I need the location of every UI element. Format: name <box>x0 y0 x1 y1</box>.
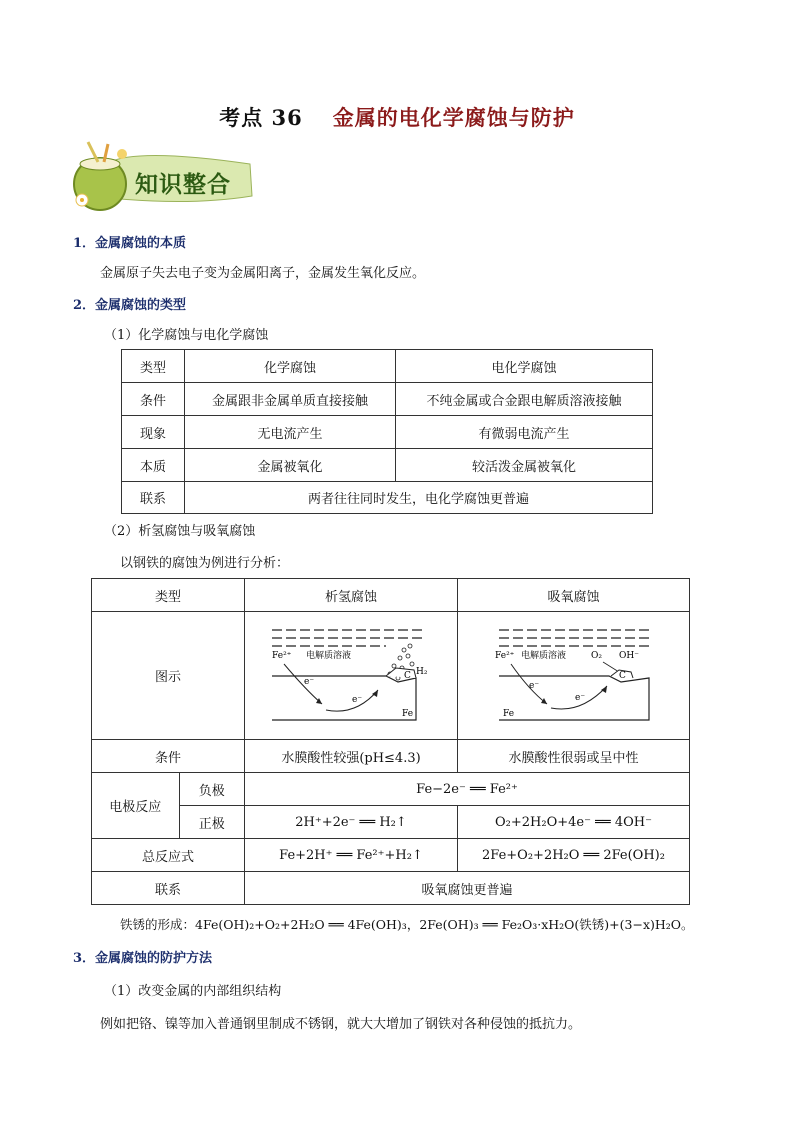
table-row: 本质 金属被氧化 较活泼金属被氧化 <box>122 449 653 482</box>
table-row: 图示 Fe²⁺ 电解质溶液 H₂ C e⁻ e⁻ Fe Fe²⁺ 电解质溶液 O₂ OH⁻ C e⁻ e⁻ Fe <box>92 612 690 740</box>
section1-heading: 1．金属腐蚀的本质 <box>73 236 187 251</box>
section3-sub1: （1）改变金属的内部组织结构 <box>104 984 282 999</box>
table-row: 正极 2H⁺+2e⁻ ══ H₂↑ O₂+2H₂O+4e⁻ ══ 4OH⁻ <box>92 806 690 839</box>
oxygen-corrosion-figure <box>458 612 690 740</box>
table-row: 电极反应 负极 Fe−2e⁻ ══ Fe²⁺ <box>92 773 690 806</box>
svg-text:C: C <box>618 670 626 681</box>
section3-heading: 3．金属腐蚀的防护方法 <box>73 951 213 966</box>
svg-text:C: C <box>404 670 411 681</box>
table-row: 类型 化学腐蚀 电化学腐蚀 <box>122 350 653 383</box>
table-row: 类型 析氢腐蚀 吸氧腐蚀 <box>92 579 690 612</box>
table-chem-vs-electro <box>121 349 653 514</box>
svg-text:e⁻: e⁻ <box>528 680 539 691</box>
svg-text:OH⁻: OH⁻ <box>618 650 639 661</box>
title-text: 金属的电化学腐蚀与防护 <box>332 105 575 130</box>
svg-text:电解质溶液: 电解质溶液 <box>306 650 352 661</box>
section2-sub1: （1）化学腐蚀与电化学腐蚀 <box>104 328 269 343</box>
table-row: 联系 两者往往同时发生，电化学腐蚀更普遍 <box>122 482 653 514</box>
svg-text:Fe: Fe <box>402 708 414 719</box>
svg-text:H₂: H₂ <box>416 666 428 677</box>
svg-text:e⁻: e⁻ <box>574 692 585 703</box>
table-row: 条件 金属跟非金属单质直接接触 不纯金属或合金跟电解质溶液接触 <box>122 383 653 416</box>
table-row: 联系 吸氧腐蚀更普遍 <box>92 872 690 905</box>
svg-text:电解质溶液: 电解质溶液 <box>520 650 566 661</box>
table-row: 现象 无电流产生 有微弱电流产生 <box>122 416 653 449</box>
table-row: 条件 水膜酸性较强(pH≤4.3) 水膜酸性很弱或呈中性 <box>92 740 690 773</box>
rust-formation: 铁锈的形成：4Fe(OH)₂+O₂+2H₂O ══ 4Fe(OH)₃，2Fe(OH)₃ ══ Fe₂O₃·xH₂O(铁锈)+(3−x)H₂O。 <box>120 917 694 932</box>
svg-text:e⁻: e⁻ <box>304 676 315 687</box>
section2-intro: 以钢铁的腐蚀为例进行分析： <box>120 556 290 571</box>
hydrogen-corrosion-figure <box>245 612 458 740</box>
svg-text:Fe²⁺: Fe²⁺ <box>494 650 514 661</box>
section3-body: 例如把铬、镍等加入普通钢里制成不锈钢，就大大增加了钢铁对各种侵蚀的抵抗力。 <box>100 1017 582 1032</box>
section1-body: 金属原子失去电子变为金属阳离子，金属发生氧化反应。 <box>100 266 426 281</box>
table-row: 总反应式 Fe+2H⁺ ══ Fe²⁺+H₂↑ 2Fe+O₂+2H₂O ══ 2Fe(OH)₂ <box>92 839 690 872</box>
svg-text:O₂: O₂ <box>590 650 602 661</box>
page-title <box>0 102 794 132</box>
title-number: 考点 36 <box>219 105 303 130</box>
svg-text:Fe: Fe <box>502 708 514 719</box>
knowledge-badge <box>70 140 255 212</box>
section2-heading: 2．金属腐蚀的类型 <box>73 298 187 313</box>
svg-text:e⁻: e⁻ <box>352 694 363 705</box>
section2-sub2: （2）析氢腐蚀与吸氧腐蚀 <box>104 524 256 539</box>
svg-text:Fe²⁺: Fe²⁺ <box>272 650 292 661</box>
badge-text: 知识整合 <box>135 171 231 198</box>
table-h-vs-o <box>91 578 690 905</box>
